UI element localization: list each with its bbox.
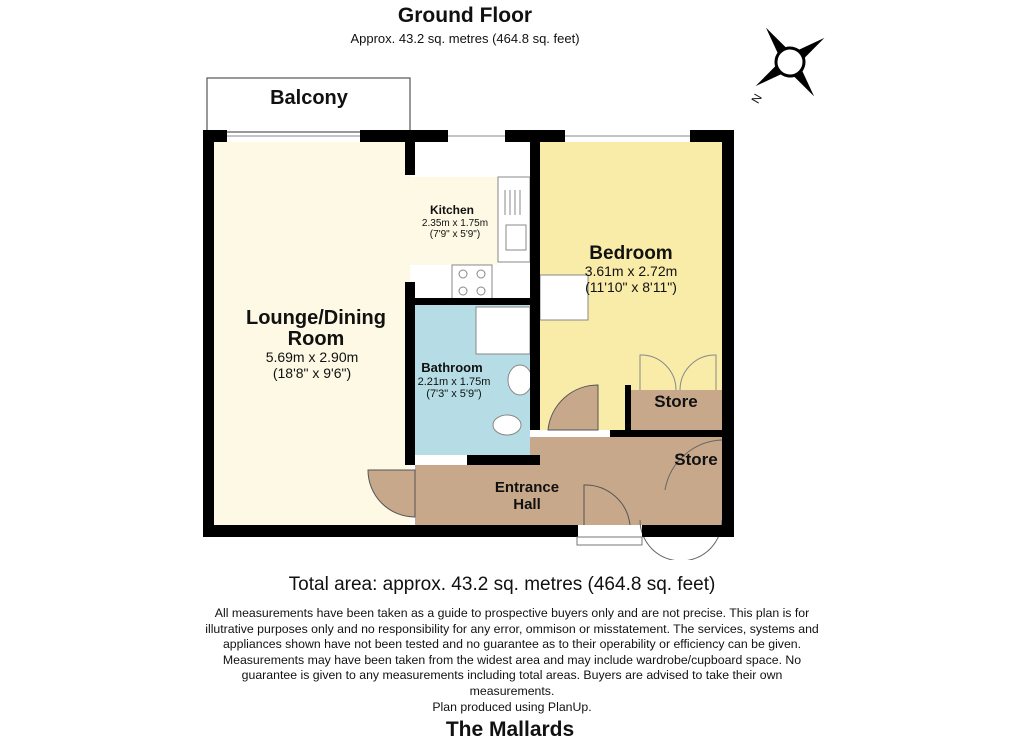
lounge-metric: 5.69m x 2.90m <box>265 349 359 365</box>
floor-area-subtitle: Approx. 43.2 sq. metres (464.8 sq. feet) <box>350 31 580 46</box>
hall-label-1: Entrance <box>494 479 560 496</box>
total-area: Total area: approx. 43.2 sq. metres (464.8 sq. feet) <box>288 574 716 595</box>
disclaimer-line: Measurements may have been taken from the widest area and may include wardrobe/cupboard space. No <box>222 652 802 667</box>
hob-icon <box>452 265 492 300</box>
kitchen-sink-icon <box>506 225 526 250</box>
bathroom-imperial: (7'3" x 5'9") <box>426 388 482 400</box>
bedroom-imperial: (11'10" x 8'11") <box>585 279 677 295</box>
front-window <box>577 537 642 545</box>
kitchen-metric: 2.35m x 1.75m <box>421 218 489 229</box>
floor-title: Ground Floor <box>397 4 533 27</box>
disclaimer <box>0 606 1024 715</box>
property-name: The Mallards <box>445 718 575 741</box>
kitchen-imperial: (7'9" x 5'9") <box>429 229 481 240</box>
disclaimer-line: appliances shown have not been tested and no guarantee as to their operability or efficiency can be given. <box>222 637 802 652</box>
lounge-label-2: Room <box>287 328 345 350</box>
compass-icon <box>732 4 849 121</box>
disclaimer-line: All measurements have been taken as a guide to prospective buyers only and are not precise. This plan is for <box>214 606 810 620</box>
basin-icon <box>508 365 532 395</box>
disclaimer-line: illutrative purposes only and no responsibility for any error, ommison or misstatement. The services, systems and <box>205 621 819 636</box>
disclaimer-line: measurements. <box>469 683 555 698</box>
shower-tray-icon <box>476 307 530 354</box>
balcony-label: Balcony <box>270 87 348 109</box>
bedroom-shower-tray <box>540 275 588 320</box>
store1-label: Store <box>654 392 698 411</box>
plan-credit: Plan produced using PlanUp. <box>432 699 592 714</box>
hall-label-2: Hall <box>513 496 541 513</box>
disclaimer-line: guarantee is given to any measurements including total areas. Buyers are advised to take their own <box>241 668 783 683</box>
store2-label: Store <box>674 450 718 469</box>
lounge-label-1: Lounge/Dining <box>246 307 386 329</box>
kitchen-label: Kitchen <box>429 203 475 217</box>
bedroom-metric: 3.61m x 2.72m <box>584 263 678 279</box>
compass-north-label: N <box>748 91 765 106</box>
lounge-imperial: (18'8" x 9'6") <box>272 365 352 381</box>
bedroom-label: Bedroom <box>589 243 673 264</box>
toilet-icon <box>493 415 521 435</box>
bathroom-label: Bathroom <box>421 360 483 375</box>
bathroom-metric: 2.21m x 1.75m <box>417 376 491 388</box>
